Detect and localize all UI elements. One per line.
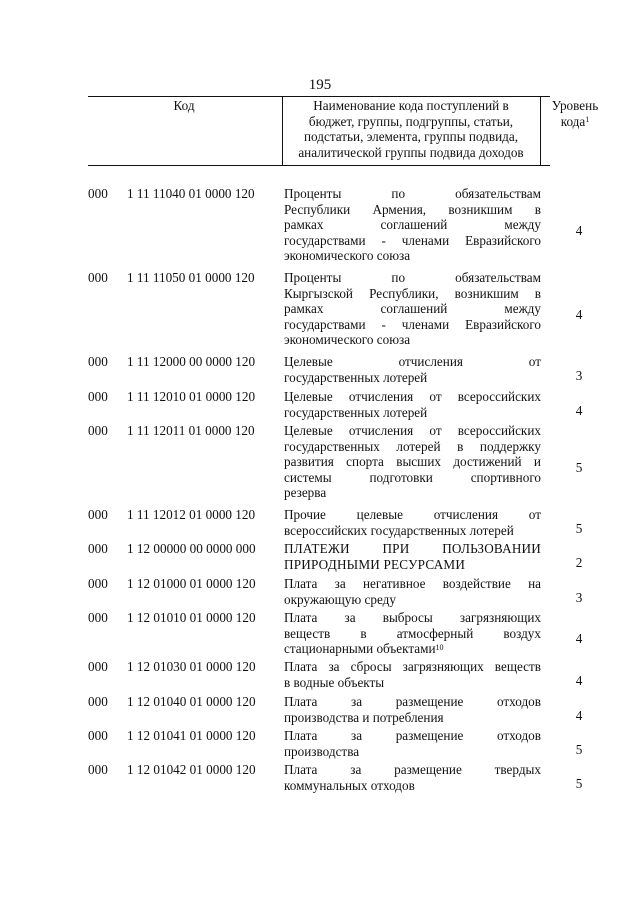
income-name-line: экономического союза xyxy=(284,248,411,264)
income-name xyxy=(284,659,541,690)
income-code: 1 12 01010 01 0000 120 xyxy=(127,610,256,625)
code-level: 2 xyxy=(575,555,583,570)
code-level: 5 xyxy=(575,521,583,536)
header-name-line: подстатьи, элемента, группы подвида, xyxy=(304,129,518,144)
admin-code: 000 xyxy=(88,728,108,743)
income-name-line: Плата за сбросы загрязняющих веществ xyxy=(284,659,541,674)
income-name-line: государствами - членами Евразийского xyxy=(284,232,541,248)
code-level: 4 xyxy=(575,307,583,322)
admin-code: 000 xyxy=(88,507,108,522)
income-name-line: государственных лотерей в поддержку xyxy=(284,438,541,454)
header-level-line2: кода xyxy=(560,113,586,129)
code-level: 5 xyxy=(575,742,583,757)
income-name-line: государственных лотерей xyxy=(284,369,428,385)
income-name xyxy=(284,541,541,572)
income-name-line: экономического союза xyxy=(284,332,411,348)
admin-code: 000 xyxy=(88,659,108,674)
income-name-line: Плата за негативное воздействие на xyxy=(284,576,541,591)
income-name xyxy=(284,423,541,501)
income-name-line: Республики Армения, возникшим в xyxy=(284,201,541,217)
income-name-line: ПЛАТЕЖИ ПРИ ПОЛЬЗОВАНИИ xyxy=(284,541,541,556)
income-code: 1 11 12011 01 0000 120 xyxy=(127,423,255,438)
code-level: 4 xyxy=(575,631,583,646)
header-name-line: бюджет, группы, подгруппы, статьи, xyxy=(308,113,514,129)
income-name-line: Плата за размещение отходов xyxy=(284,728,541,743)
income-name xyxy=(284,186,541,264)
admin-code: 000 xyxy=(88,694,108,709)
income-name xyxy=(284,694,541,725)
income-code: 1 12 01030 01 0000 120 xyxy=(127,659,256,674)
income-name xyxy=(284,728,541,759)
income-name-line: развития спорта высших достижений и xyxy=(284,454,541,470)
income-name-line: Плата за выбросы загрязняющих xyxy=(284,610,541,625)
income-name xyxy=(284,354,541,385)
income-name-line: ПРИРОДНЫМИ РЕСУРСАМИ xyxy=(284,556,466,572)
income-name-line: в водные объекты xyxy=(284,674,385,690)
income-name-line: Кыргызской Республики, возникшим в xyxy=(284,285,541,301)
income-name-line: Проценты по обязательствам xyxy=(284,186,541,201)
income-name-line: Прочие целевые отчисления от xyxy=(284,507,541,522)
income-name-line: коммунальных отходов xyxy=(284,777,415,793)
code-level: 4 xyxy=(575,403,583,418)
income-name xyxy=(284,576,541,607)
admin-code: 000 xyxy=(88,354,108,369)
income-name-line: Плата за размещение отходов xyxy=(284,694,541,709)
admin-code: 000 xyxy=(88,610,108,625)
header-name-line: Наименование кода поступлений в xyxy=(313,98,509,113)
income-code: 1 11 12012 01 0000 120 xyxy=(127,507,256,522)
income-name-line: системы подготовки спортивного xyxy=(284,469,541,485)
income-name-line: производства xyxy=(284,743,360,759)
income-name-line: государственных лотерей xyxy=(284,404,428,420)
admin-code: 000 xyxy=(88,186,108,201)
code-level: 5 xyxy=(575,776,583,791)
income-name-line: государствами - членами Евразийского xyxy=(284,316,541,332)
code-level: 4 xyxy=(575,223,583,238)
income-name-line: рамках соглашений между xyxy=(284,301,541,317)
header-code: Код xyxy=(173,98,195,113)
admin-code: 000 xyxy=(88,576,108,591)
code-level: 3 xyxy=(575,368,583,383)
code-level: 4 xyxy=(575,708,583,723)
income-code: 1 11 12010 01 0000 120 xyxy=(127,389,256,404)
code-level: 3 xyxy=(575,590,583,605)
income-name-line: Целевые отчисления от всероссийских xyxy=(284,389,541,404)
income-name-line: Проценты по обязательствам xyxy=(284,270,541,285)
income-name-line: всероссийских государственных лотерей xyxy=(284,522,514,538)
income-name-line: Целевые отчисления от xyxy=(284,354,541,369)
header-level-line1: Уровень xyxy=(551,98,599,113)
income-name-line: Плата за размещение твердых xyxy=(284,762,541,777)
income-code: 1 12 00000 00 0000 000 xyxy=(127,541,256,556)
income-name-line: стационарными объектами$^{10}$ xyxy=(284,641,444,657)
income-name-line: производства и потребления xyxy=(284,709,444,725)
admin-code: 000 xyxy=(88,762,108,777)
income-name xyxy=(284,270,541,348)
income-name xyxy=(284,610,541,657)
income-code: 1 11 11040 01 0000 120 xyxy=(127,186,255,201)
income-name-line: резерва xyxy=(284,485,327,501)
header-level-footnote: 1 xyxy=(585,114,590,124)
footnote-marker: 10 xyxy=(435,643,444,653)
admin-code: 000 xyxy=(88,423,108,438)
admin-code: 000 xyxy=(88,389,108,404)
page-number: 195 xyxy=(308,77,332,93)
income-name xyxy=(284,389,541,420)
income-code: 1 12 01041 01 0000 120 xyxy=(127,728,256,743)
header-name-line: аналитической группы подвида доходов xyxy=(298,144,524,160)
admin-code: 000 xyxy=(88,270,108,285)
income-name xyxy=(284,507,541,538)
income-code: 1 11 12000 00 0000 120 xyxy=(127,354,256,369)
income-code: 1 12 01042 01 0000 120 xyxy=(127,762,256,777)
income-name-line: Целевые отчисления от всероссийских xyxy=(284,423,541,438)
income-name-line: веществ в атмосферный воздух xyxy=(284,625,541,641)
income-name-line: рамках соглашений между xyxy=(284,217,541,233)
code-level: 5 xyxy=(575,460,583,475)
income-code: 1 11 11050 01 0000 120 xyxy=(127,270,255,285)
income-code: 1 12 01000 01 0000 120 xyxy=(127,576,256,591)
income-name xyxy=(284,762,541,793)
admin-code: 000 xyxy=(88,541,108,556)
income-code: 1 12 01040 01 0000 120 xyxy=(127,694,256,709)
code-level: 4 xyxy=(575,673,583,688)
income-name-line: окружающую среду xyxy=(284,591,396,607)
